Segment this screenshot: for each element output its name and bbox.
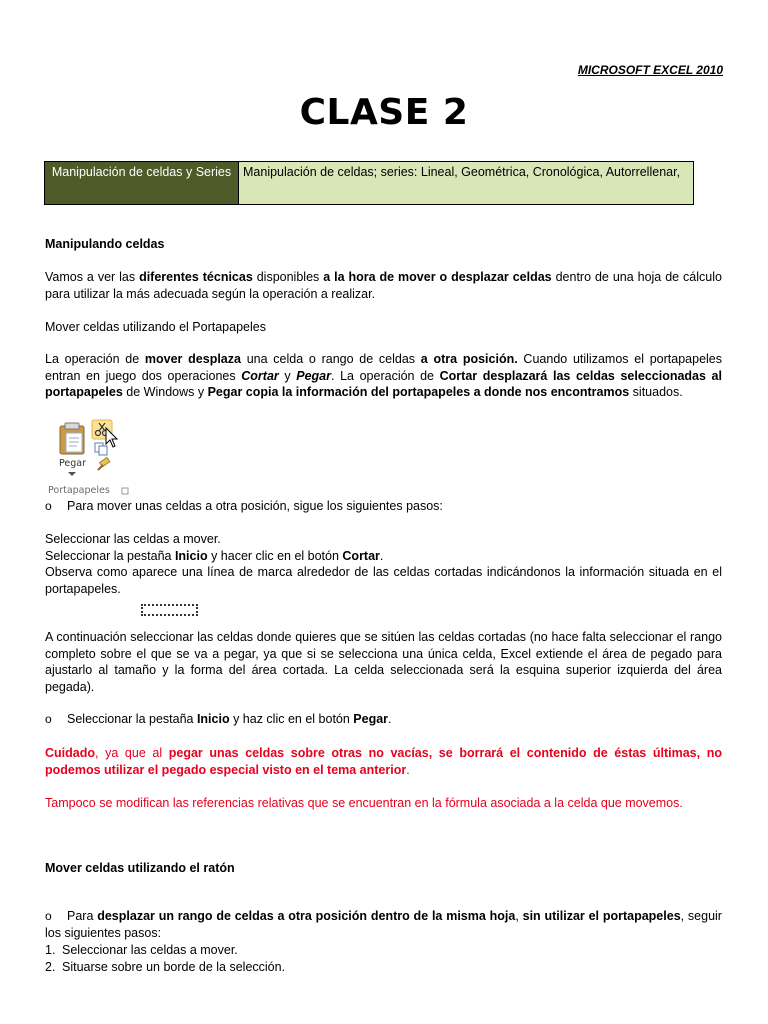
subheading-clipboard: Mover celdas utilizando el Portapapeles xyxy=(45,320,266,334)
bullet-icon: o xyxy=(45,712,52,726)
clipboard-group-label: Portapapeles xyxy=(48,485,110,496)
dropdown-arrow-icon xyxy=(68,472,76,476)
topic-cell: Manipulación de celdas y Series xyxy=(45,162,239,205)
bullet-icon: o xyxy=(45,909,52,923)
numbered-list xyxy=(45,942,722,975)
section-heading-mouse: Mover celdas utilizando el ratón xyxy=(45,861,235,875)
topic-table xyxy=(44,161,694,205)
note-paragraph: Tampoco se modifican las referencias relativas que se encuentran en la fórmula asociada a la celda que movemos. xyxy=(45,796,683,810)
paste-label: Pegar xyxy=(59,458,86,469)
paste-icon xyxy=(60,423,84,454)
paragraph-paste: A continuación seleccionar las celdas donde quieres que se sitúen las celdas cortadas (no hace falta seleccionar el rango completo sobre el que se va a pegar, ya que si se selecciona una única celda, Excel extiende el área de pegado para ajustarlo al tamaño y la forma del área cortada. La celda seleccionada será la esquina superior izquierda del área pegada). xyxy=(45,630,722,694)
steps-block xyxy=(45,531,722,597)
step-observe: Observa como aparece una línea de marca alrededor de las celdas cortadas indicándonos la información situada en el portapapeles. xyxy=(45,565,722,596)
copy-icon xyxy=(95,443,107,455)
document-header: MICROSOFT EXCEL 2010 xyxy=(577,63,723,77)
page-title: CLASE 2 xyxy=(299,92,469,133)
topic-description-cell: Manipulación de celdas; series: Lineal, Geométrica, Cronológica, Autorrellenar, xyxy=(239,162,694,205)
cut-marquee-image xyxy=(141,604,198,616)
list-item: 1. Seleccionar las celdas a mover. xyxy=(45,943,238,957)
section-heading: Manipulando celdas xyxy=(45,237,165,251)
paragraph-intro: Vamos a ver las diferentes técnicas disponibles a la hora de mover o desplazar celdas dentro de una hoja de cálculo para utilizar la más adecuada según la operación a realizar. xyxy=(45,270,722,301)
bullet-item-paste: o Seleccionar la pestaña Inicio y haz clic en el botón Pegar. xyxy=(45,712,392,726)
bullet-item-mouse: o Para desplazar un rango de celdas a otra posición dentro de la misma hoja, sin utilizar el portapapeles, seguir los siguientes pasos: xyxy=(45,909,722,940)
clipboard-group-image xyxy=(44,418,132,498)
step-select: Seleccionar las celdas a mover. xyxy=(45,532,221,546)
list-item: 2. Situarse sobre un borde de la selección. xyxy=(45,959,286,974)
warning-paragraph: Cuidado, ya que al pegar unas celdas sobre otras no vacías, se borrará el contenido de éstas últimas, no podemos utilizar el pegado especial visto en el tema anterior. xyxy=(45,746,723,777)
bullet-item-steps: o Para mover unas celdas a otra posición, sigue los siguientes pasos: xyxy=(45,499,443,513)
format-painter-icon xyxy=(98,457,110,470)
paragraph-move: La operación de mover desplaza una celda o rango de celdas a otra posición. Cuando utilizamos el portapapeles entran en juego dos operaciones Cortar y Pegar. La operación de Cortar desplazará las celdas seleccionadas al portapapeles de Windows y Pegar copia la información del portapapeles a donde nos encontramos situados. xyxy=(45,352,722,399)
dialog-launcher-icon xyxy=(122,488,128,494)
bullet-icon: o xyxy=(45,499,52,513)
step-cut: Seleccionar la pestaña Inicio y hacer clic en el botón Cortar. xyxy=(45,548,384,563)
